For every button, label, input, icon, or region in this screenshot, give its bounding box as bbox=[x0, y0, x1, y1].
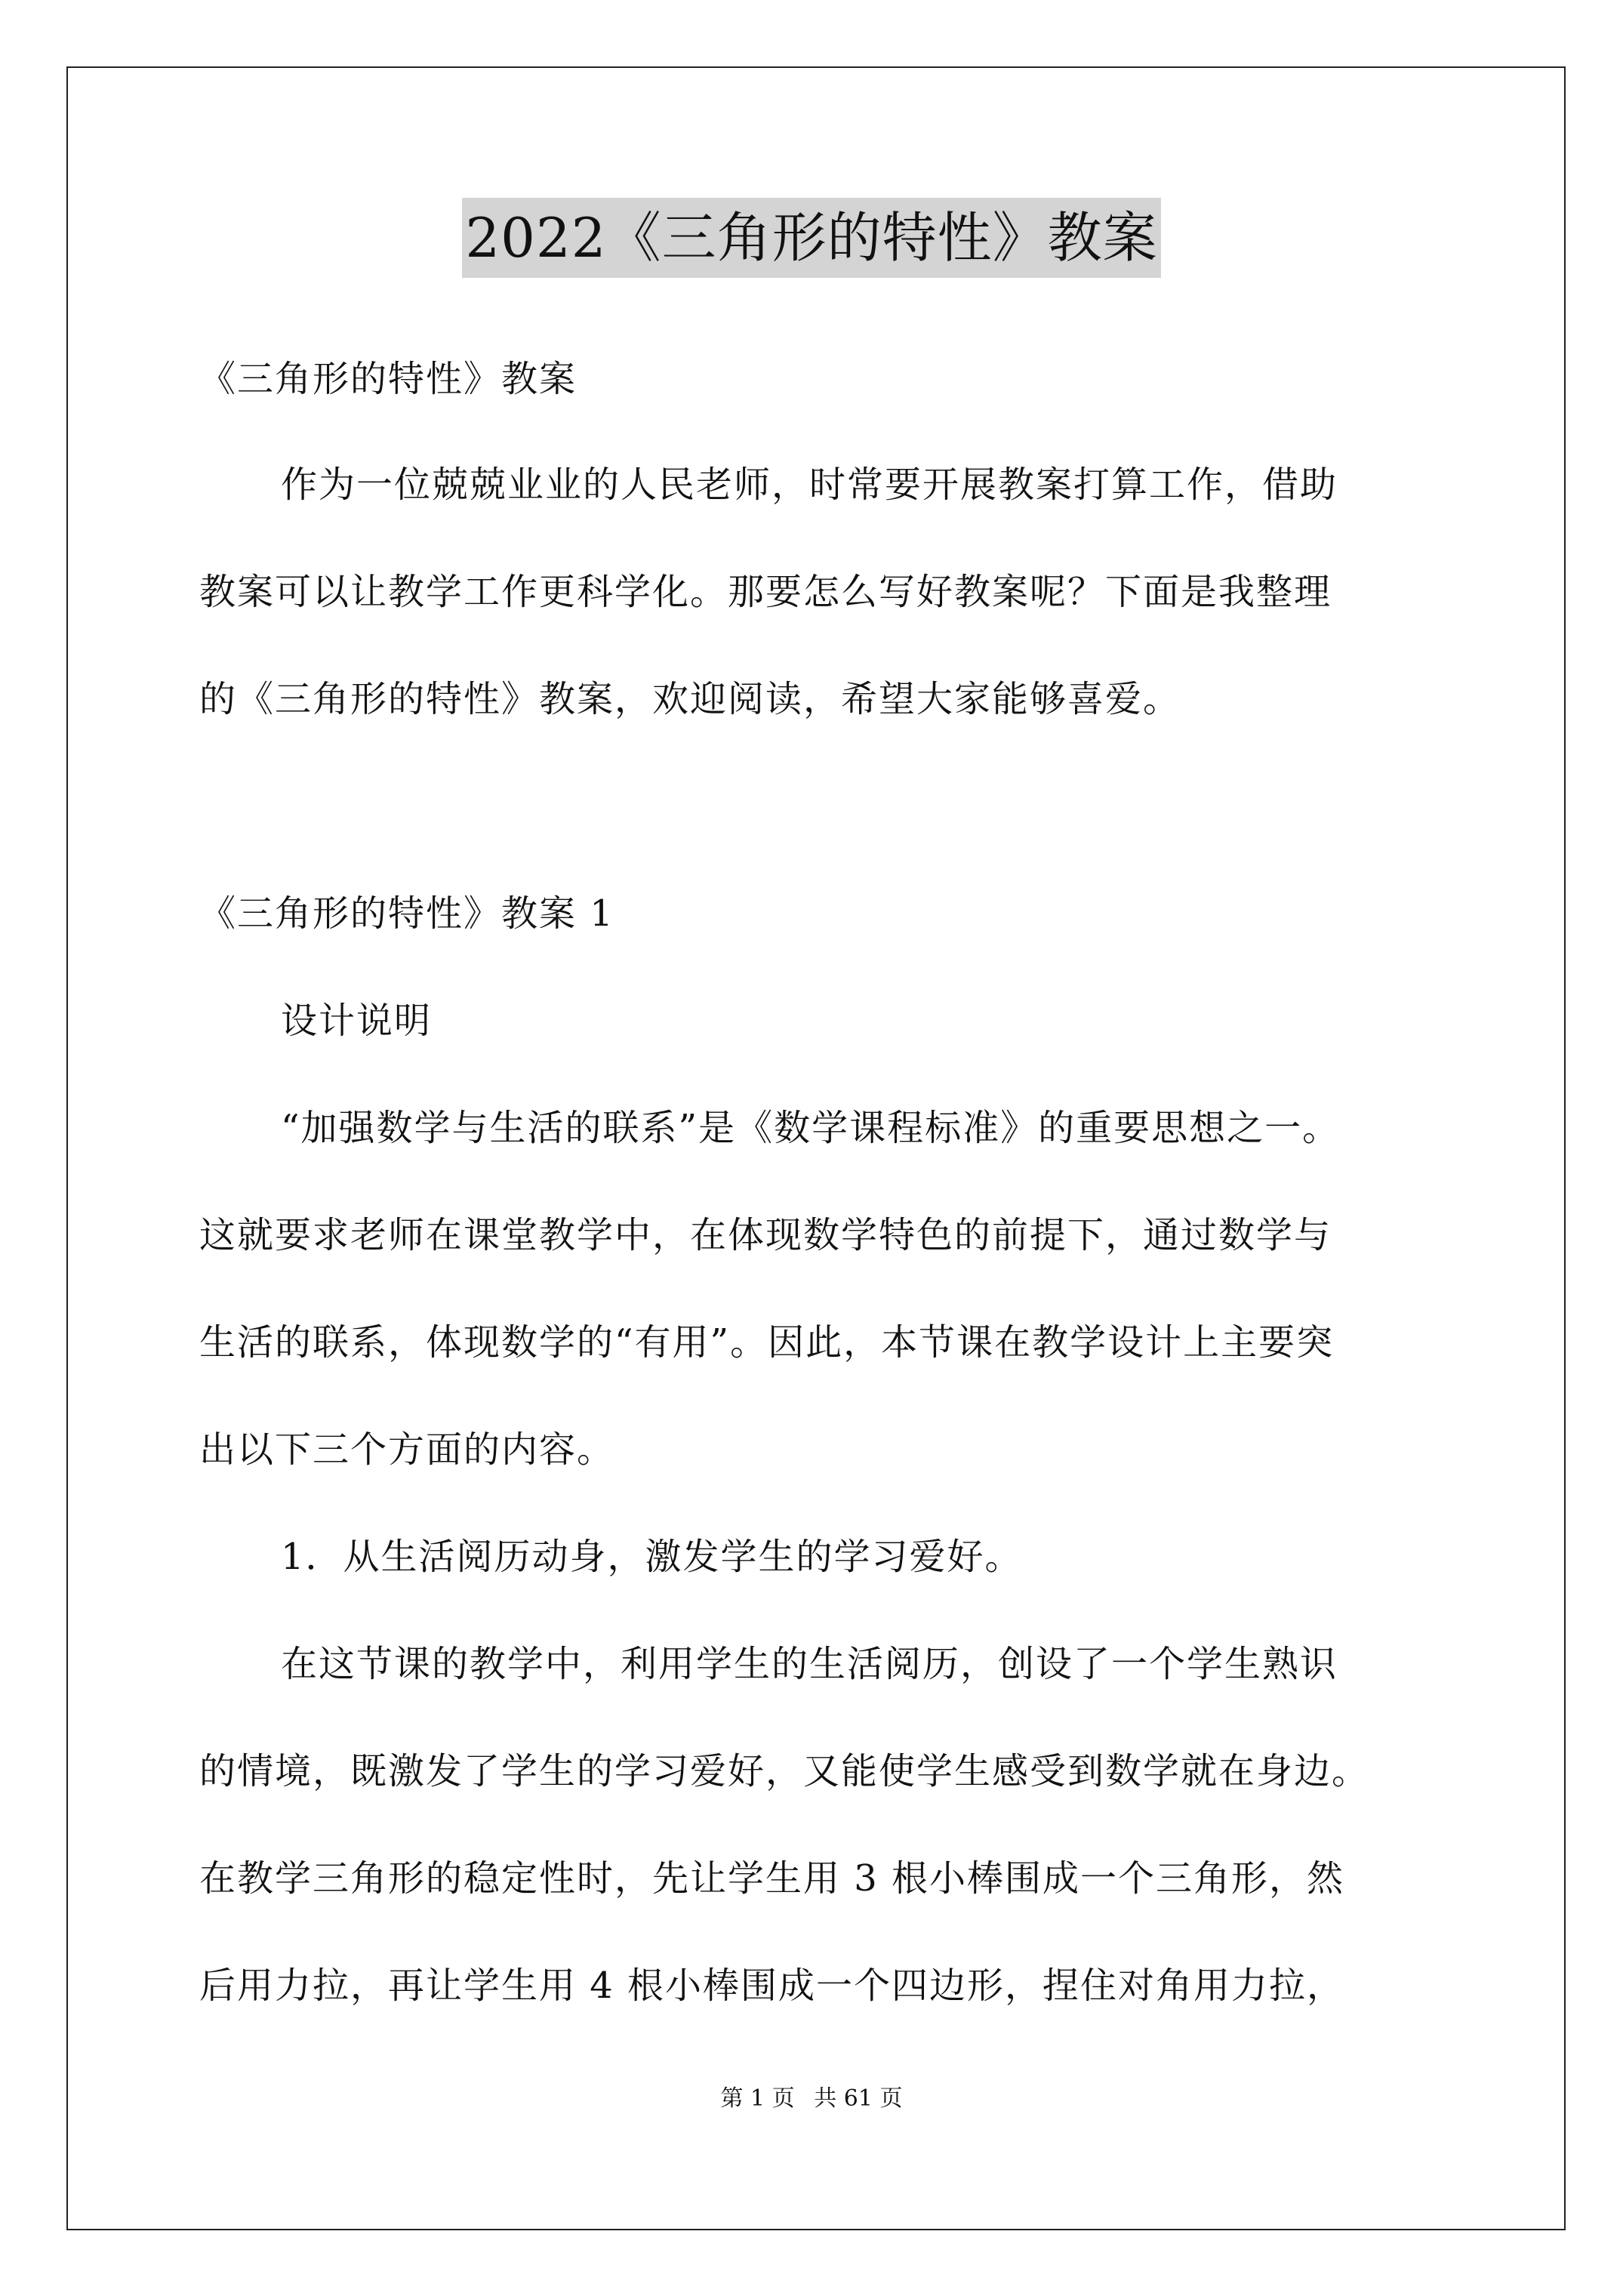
page-footer bbox=[0, 2084, 1623, 2114]
paragraph-line: 后用力拉，再让学生用 4 根小棒围成一个四边形，捏住对角用力拉， bbox=[199, 1965, 1345, 2007]
paragraph-line: 作为一位兢兢业业的人民老师，时常要开展教案打算工作，借助 bbox=[281, 464, 1338, 506]
document-title: 2022《三角形的特性》教案 bbox=[462, 198, 1160, 278]
list-item-1: 1．从生活阅历动身，激发学生的学习爱好。 bbox=[281, 1536, 1023, 1578]
paragraph-line: 在这节课的教学中，利用学生的生活阅历，创设了一个学生熟识 bbox=[281, 1643, 1338, 1685]
page-number: 第 1 页 bbox=[720, 2085, 795, 2112]
paragraph-line: 教案可以让教学工作更科学化。那要怎么写好教案呢？下面是我整理 bbox=[199, 571, 1332, 613]
section-heading-intro: 《三角形的特性》教案 bbox=[199, 358, 577, 400]
paragraph-line: 生活的联系，体现数学的“有用”。因此，本节课在教学设计上主要突 bbox=[199, 1321, 1335, 1364]
section-heading-1: 《三角形的特性》教案 1 bbox=[199, 892, 614, 935]
paragraph-line: 在教学三角形的稳定性时，先让学生用 3 根小棒围成一个三角形，然 bbox=[199, 1857, 1345, 1900]
paragraph-line: 这就要求老师在课堂教学中，在体现数学特色的前提下，通过数学与 bbox=[199, 1214, 1332, 1256]
subheading-design-notes: 设计说明 bbox=[281, 1000, 433, 1042]
paragraph-line: 的情境，既激发了学生的学习爱好，又能使学生感受到数学就在身边。 bbox=[199, 1750, 1370, 1792]
paragraph-line: “加强数学与生活的联系”是《数学课程标准》的重要思想之一。 bbox=[281, 1107, 1341, 1149]
paragraph-line: 出以下三个方面的内容。 bbox=[199, 1428, 615, 1471]
page-total: 共 61 页 bbox=[814, 2085, 903, 2112]
title-container bbox=[0, 198, 1623, 278]
paragraph-line: 的《三角形的特性》教案，欢迎阅读，希望大家能够喜爱。 bbox=[199, 678, 1181, 720]
